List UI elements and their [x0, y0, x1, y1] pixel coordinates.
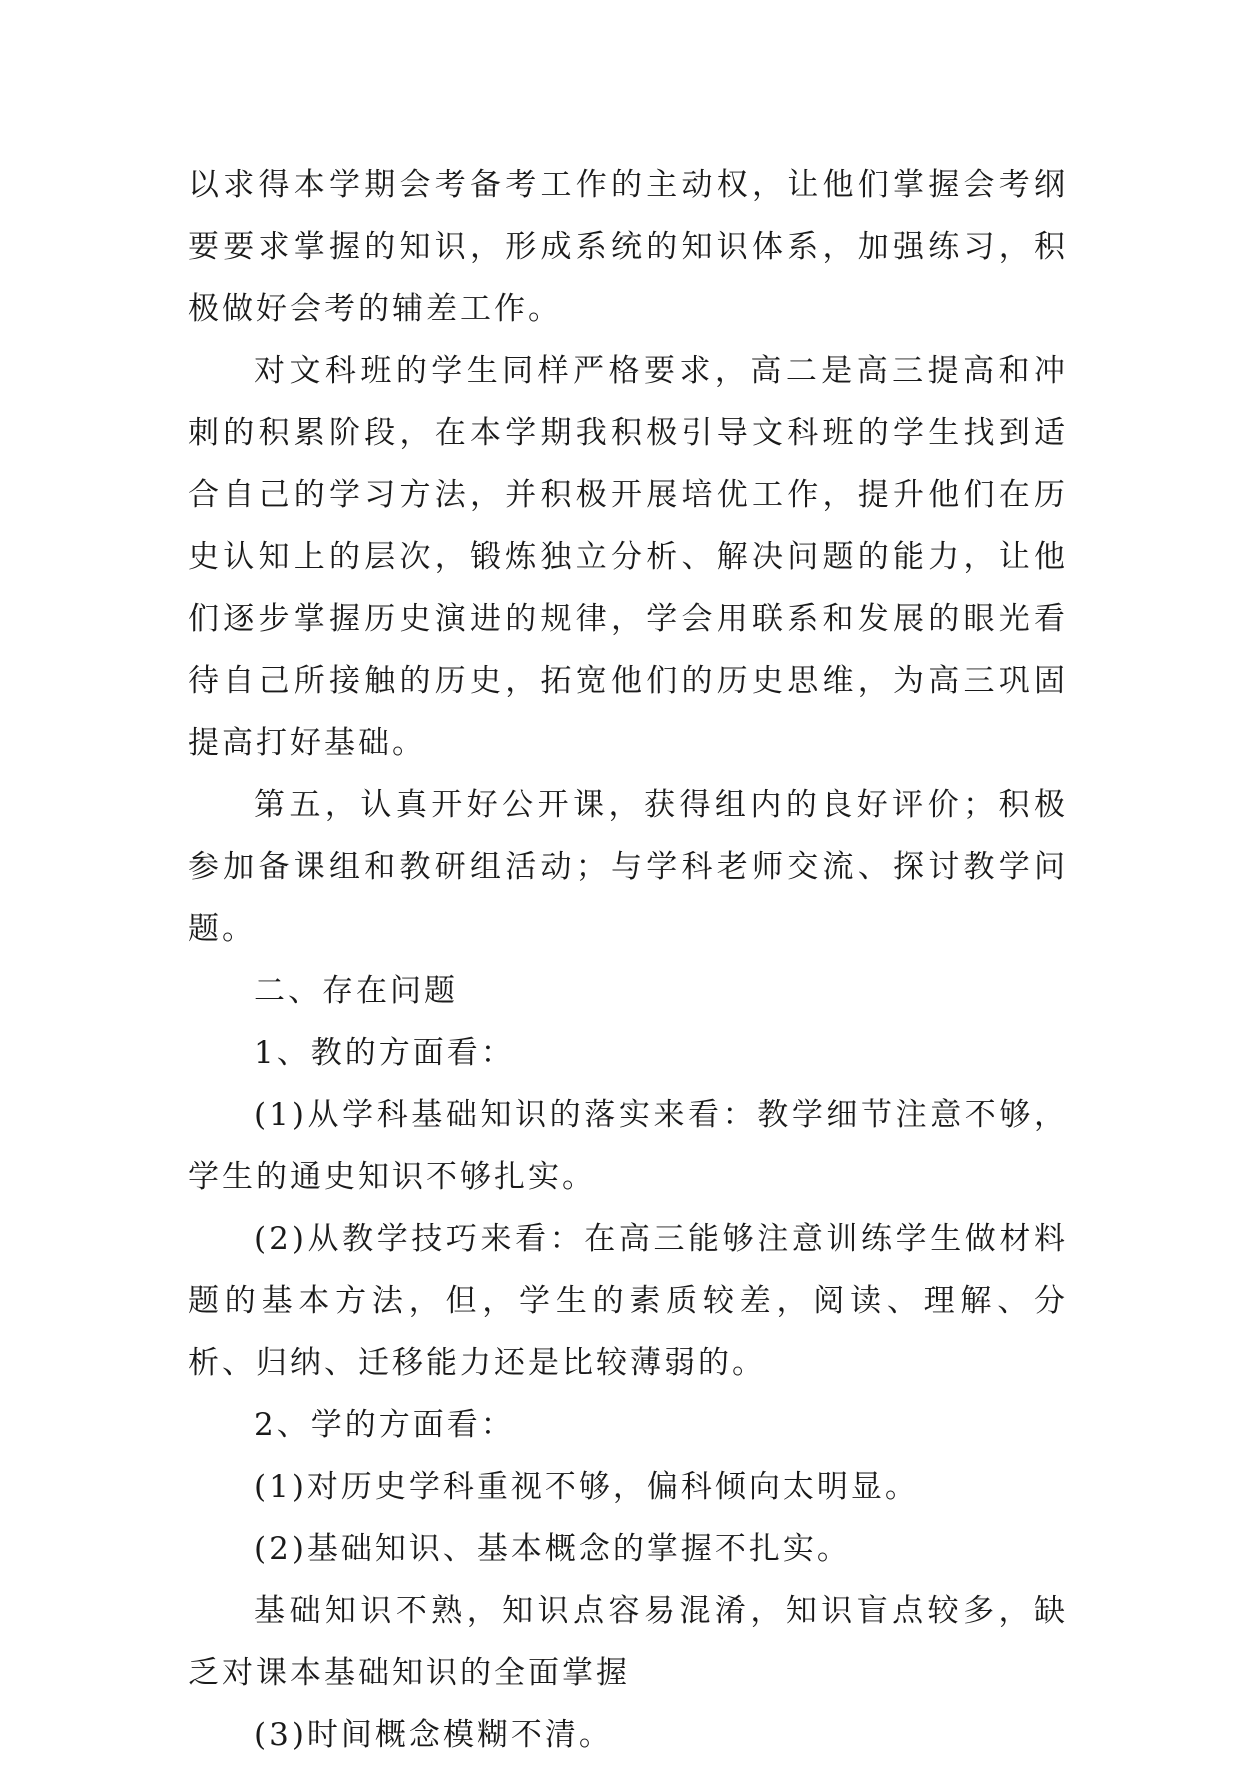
section-heading-problems: 二、存在问题 — [254, 973, 458, 1009]
paragraph-fifth-point: 第五，认真开好公开课，获得组内的良好评价；积极参加备课组和教研组活动；与学科老师交流、探讨教学问题。 — [188, 787, 1068, 947]
list-item-teaching-1: (1)从学科基础知识的落实来看：教学细节注意不够，学生的通史知识不够扎实。 — [188, 1097, 1068, 1195]
list-item-learning-2: (2)基础知识、基本概念的掌握不扎实。 — [254, 1531, 851, 1567]
subheading-learning-aspect: 2、学的方面看： — [254, 1407, 515, 1443]
list-item-teaching-2: (2)从教学技巧来看：在高三能够注意训练学生做材料题的基本方法，但，学生的素质较差，阅读、理解、分析、归纳、迁移能力还是比较薄弱的。 — [188, 1221, 1068, 1381]
document-body — [188, 154, 1068, 1766]
list-item-learning-3: (3)时间概念模糊不清。 — [254, 1717, 613, 1753]
paragraph-continuation: 以求得本学期会考备考工作的主动权，让他们掌握会考纲要要求掌握的知识，形成系统的知识体系，加强练习，积极做好会考的辅差工作。 — [188, 167, 1068, 327]
subheading-teaching-aspect: 1、教的方面看： — [254, 1035, 515, 1071]
paragraph-basic-knowledge: 基础知识不熟，知识点容易混淆，知识盲点较多，缺乏对课本基础知识的全面掌握 — [188, 1593, 1068, 1691]
paragraph-liberal-arts-class: 对文科班的学生同样严格要求，高二是高三提高和冲刺的积累阶段，在本学期我积极引导文科班的学生找到适合自己的学习方法，并积极开展培优工作，提升他们在历史认知上的层次，锻炼独立分析、解决问题的能力，让他们逐步掌握历史演进的规律，学会用联系和发展的眼光看待自己所接触的历史，拓宽他们的历史思维，为高三巩固提高打好基础。 — [188, 353, 1068, 761]
list-item-learning-1: (1)对历史学科重视不够，偏科倾向太明显。 — [254, 1469, 919, 1505]
